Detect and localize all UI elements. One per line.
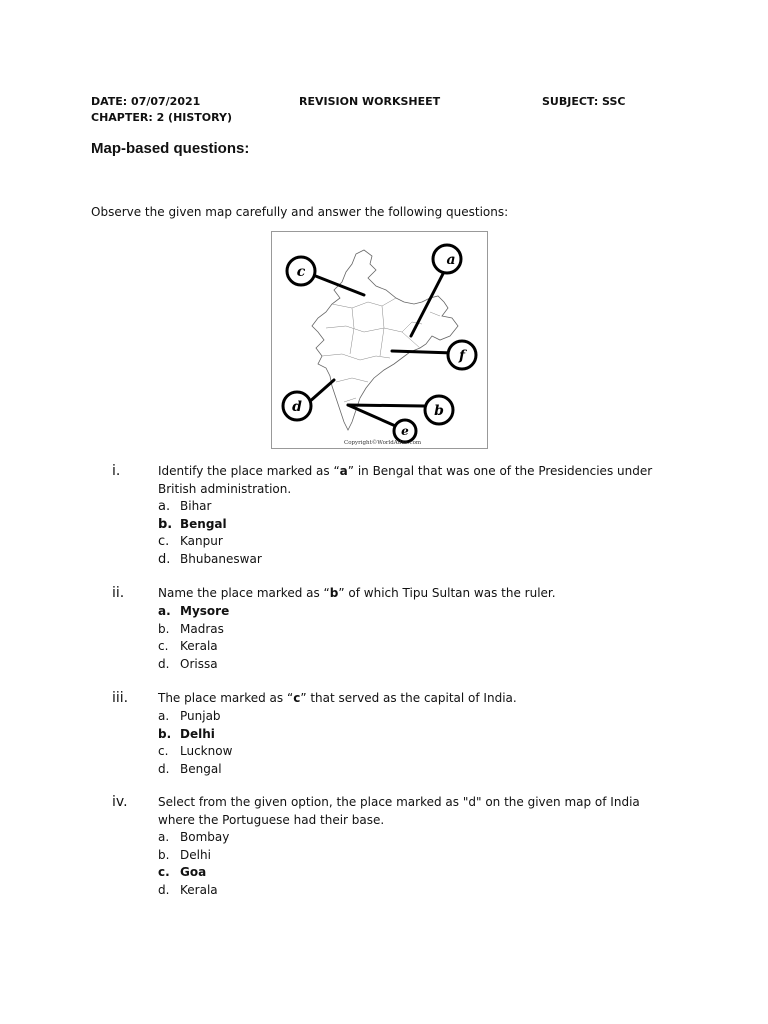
india-map-svg <box>272 232 487 448</box>
map-copyright: Copyright©WorldAtlas.com <box>344 440 422 446</box>
marker-e-label: e <box>401 424 409 438</box>
option-list <box>158 708 232 778</box>
instruction-text: Observe the given map carefully and answer the following questions: <box>91 205 509 219</box>
marker-f <box>448 341 476 369</box>
marker-c-label: c <box>296 264 306 280</box>
option-list <box>158 829 229 899</box>
question-number: ii. <box>112 585 125 601</box>
option-item[interactable]: d. Orissa <box>158 656 218 671</box>
option-item-correct[interactable]: a. Mysore <box>158 604 230 618</box>
marker-f-label: f <box>458 348 466 364</box>
marker-b <box>425 396 453 424</box>
option-item-correct[interactable]: c. Goa <box>158 865 207 879</box>
option-item[interactable]: d. Kerala <box>158 882 218 897</box>
question-text: Name the place marked as “b” of which Tipu Sultan was the ruler. <box>158 586 556 600</box>
option-item[interactable]: d. Bengal <box>158 761 222 776</box>
question-number: i. <box>112 463 121 479</box>
option-item[interactable]: d. Bhubaneswar <box>158 551 262 567</box>
section-title: Map-based questions: <box>91 140 250 157</box>
question-text: Identify the place marked as “a” in Bengal that was one of the Presidencies under British administration. <box>158 464 653 496</box>
marker-c <box>287 257 315 285</box>
option-list <box>158 603 229 673</box>
marker-d <box>283 392 311 420</box>
marker-a <box>433 245 461 273</box>
question-number: iv. <box>112 794 128 810</box>
option-item[interactable]: b. Madras <box>158 621 224 636</box>
option-item-correct[interactable]: b. Delhi <box>158 726 215 741</box>
option-item[interactable]: a. Punjab <box>158 709 221 723</box>
marker-b-label: b <box>434 403 444 419</box>
india-map-figure <box>271 231 488 449</box>
option-item[interactable]: c. Kanpur <box>158 534 223 549</box>
option-item[interactable]: c. Lucknow <box>158 744 233 758</box>
option-list <box>158 498 262 568</box>
option-item-correct[interactable]: b. Bengal <box>158 516 227 532</box>
option-item[interactable]: a. Bombay <box>158 830 230 844</box>
worksheet-date: DATE: 07/07/2021 <box>91 95 201 108</box>
worksheet-subject: SUBJECT: SSC <box>542 95 626 108</box>
option-item[interactable]: b. Delhi <box>158 847 211 862</box>
question-text: The place marked as “c” that served as the capital of India. <box>158 691 517 705</box>
option-item[interactable]: a. Bihar <box>158 499 212 514</box>
question-number: iii. <box>112 690 129 706</box>
option-item[interactable]: c. Kerala <box>158 639 218 653</box>
worksheet-title: REVISION WORKSHEET <box>299 95 441 108</box>
worksheet-chapter: CHAPTER: 2 (HISTORY) <box>91 111 233 124</box>
marker-e <box>394 420 416 442</box>
marker-d-label: d <box>292 399 302 415</box>
marker-a-label: a <box>446 252 456 268</box>
question-text: Select from the given option, the place marked as "d" on the given map of India where the Portuguese had their base. <box>158 795 640 827</box>
